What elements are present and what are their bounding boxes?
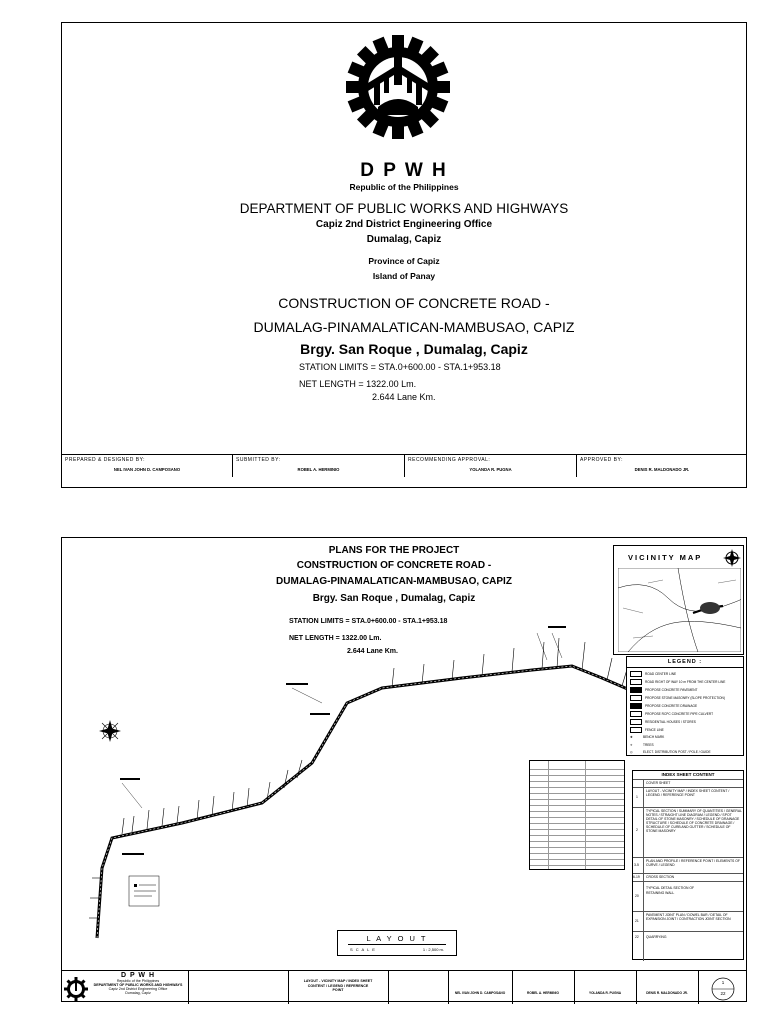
title-block-approved: DENIS R. MALDONADO JR. <box>636 971 699 1004</box>
sheet-number-circle <box>698 971 748 1004</box>
plan-header-line1: PLANS FOR THE PROJECT <box>328 545 460 556</box>
department-name: DEPARTMENT OF PUBLIC WORKS AND HIGHWAYS <box>239 201 569 216</box>
layout-scale-label: S C A L E <box>350 947 376 952</box>
layout-title-box <box>337 930 457 956</box>
lane-km: 2.644 Lane Km. <box>372 392 436 402</box>
cover-sheet <box>61 22 747 488</box>
legend-item: PROPOSE CONCRETE DRAINAGE <box>630 703 697 709</box>
title-block-recommending: YOLANDA R. PUGNA <box>574 971 637 1004</box>
index-row: 3-5 PLAN AND PROFILE / REFERENCE POINT / ELEMENTS OF CURVE / LEGEND <box>633 857 743 874</box>
title-block <box>62 970 746 1004</box>
title-block-sheet-contents: LAYOUT - VICINITY MAP / INDEX SHEET CONTENT / LEGEND / REFERENCE POINT <box>288 971 389 1004</box>
index-sheet-panel <box>632 770 744 960</box>
plan-net-length: NET LENGTH = 1322.00 Lm. <box>289 635 382 642</box>
title-block-sheet-number <box>698 971 748 1004</box>
province: Province of Capiz <box>368 256 440 266</box>
agency-abbreviation: D P W H <box>360 160 448 181</box>
project-title-line1: CONSTRUCTION OF CONCRETE ROAD - <box>278 295 550 311</box>
republic-label: Republic of the Philippines <box>349 182 459 192</box>
net-length: NET LENGTH = 1322.00 Lm. <box>299 379 417 389</box>
vicinity-map-drawing <box>618 568 741 652</box>
plan-header-line4: Brgy. San Roque , Dumalag, Capiz <box>312 593 476 604</box>
vicinity-map-panel <box>613 545 744 655</box>
project-title-line2: DUMALAG-PINAMALATICAN-MAMBUSAO, CAPIZ <box>253 319 575 335</box>
layout-title: L A Y O U T <box>366 934 428 943</box>
plan-station-limits: STATION LIMITS = STA.0+600.00 - STA.1+953.18 <box>289 618 448 625</box>
index-row: 20 TYPICAL DETAIL SECTION OF RETAINING WALL <box>633 881 743 912</box>
signatory-prepared: PREPARED & DESIGNED BY: NEL IVAN JOHN D. CAMPOSANO <box>62 455 233 477</box>
layout-scale-value: 1 : 2,500 m. <box>422 947 444 952</box>
legend-item: RESIDENTIAL HOUSES / STORES <box>630 719 696 725</box>
index-row: 2 TYPICAL SECTION / SUMMARY OF QUANTITIES / GENERAL NOTES / STRAIGHT LINE DIAGRAM / LEGEND / SPOT DETAIL OF STONE MASONRY / SCHEDULE OF DRAINAGE STRUCTURE / SCHEDULE OF CONCRETE DRAINAGE / SCHEDULE OF CURB AND GUTTER / SCHEDULE OF STONE MASONRY <box>633 807 743 858</box>
sheet-total: 22 <box>720 991 726 996</box>
signatory-approved: APPROVED BY: DENIS R. MALDONADO JR. <box>580 457 690 472</box>
legend-item: ROAD CENTER LINE <box>630 671 676 677</box>
index-title: INDEX SHEET CONTENT <box>661 772 715 777</box>
station-limits: STATION LIMITS = STA.0+600.00 - STA.1+953.18 <box>299 362 501 372</box>
index-row: 1 LAYOUT - VICINITY MAP / INDEX SHEET CONTENT / LEGEND / REFERENCE POINT <box>633 787 743 808</box>
signatory-submitted: SUBMITTED BY: ROBEL A. HERMINIO <box>233 455 405 477</box>
island: Island of Panay <box>372 271 436 281</box>
title-block-prepared <box>388 971 449 1004</box>
compass-icon <box>722 548 742 568</box>
index-row: 21 PAVEMENT JOINT PLAN / DOWEL BAR / DETAIL OF EXPANSION JOINT / CONTRACTION JOINT SECTION <box>633 911 743 932</box>
legend-item: ✳ TREES <box>630 743 654 748</box>
legend-item: ROAD RIGHT OF WAY 10 m FROM THE CENTER LINE <box>630 679 725 685</box>
legend-item: FENCE LINE <box>630 727 664 733</box>
index-row: COVER SHEET <box>633 779 743 788</box>
legend-item: ◎ ELECT. DISTRIBUTION POST / POLE / GUIDE <box>630 750 711 755</box>
layout-sheet <box>61 537 747 1002</box>
sheet-number: 1 <box>721 980 725 985</box>
plan-header-line2: CONSTRUCTION OF CONCRETE ROAD - <box>296 560 492 571</box>
index-row: 6-19 CROSS SECTION <box>633 873 743 882</box>
vicinity-map-title: VICINITY MAP <box>628 553 703 562</box>
index-row: 22 QUARRYING <box>633 931 743 944</box>
legend-panel <box>626 656 744 756</box>
legend-item: ✚ BENCH MARK <box>630 735 665 740</box>
district-office: Capiz 2nd District Engineering Office <box>315 219 493 230</box>
dpwh-gear-logo <box>342 23 454 153</box>
signatory-recommending: RECOMMENDING APPROVAL: YOLANDA R. PUGNA <box>405 455 577 477</box>
plan-header-line3: DUMALAG-PINAMALATICAN-MAMBUSAO, CAPIZ <box>276 576 512 587</box>
legend-item: PROPOSE STONE MASONRY (SLOPE PROTECTION) <box>630 695 725 701</box>
title-block-agency: D P W H Republic of the Philippines DEPARTMENT OF PUBLIC WORKS AND HIGHWAYS Capiz 2nd District Engineering Office Dumalag, Capiz <box>88 971 189 1004</box>
title-block-submitted: NEL IVAN JOHN D. CAMPOSANO <box>448 971 513 1004</box>
plan-lane-km: 2.644 Lane Km. <box>347 648 398 655</box>
title-block-checked: ROBEL A. HERMINIO <box>512 971 575 1004</box>
dpwh-gear-logo-small <box>64 977 88 1001</box>
title-block-project <box>188 971 289 1004</box>
project-barangay: Brgy. San Roque , Dumalag, Capiz <box>300 341 528 357</box>
legend-item: PROPOSE CONCRETE PAVEMENT <box>630 687 697 693</box>
reference-point-table <box>529 760 625 870</box>
legend-item: PROPOSE RCPC CONCRETE PIPE CULVERT <box>630 711 713 717</box>
legend-title: LEGEND : <box>667 659 703 665</box>
municipality: Dumalag, Capiz <box>366 234 442 245</box>
